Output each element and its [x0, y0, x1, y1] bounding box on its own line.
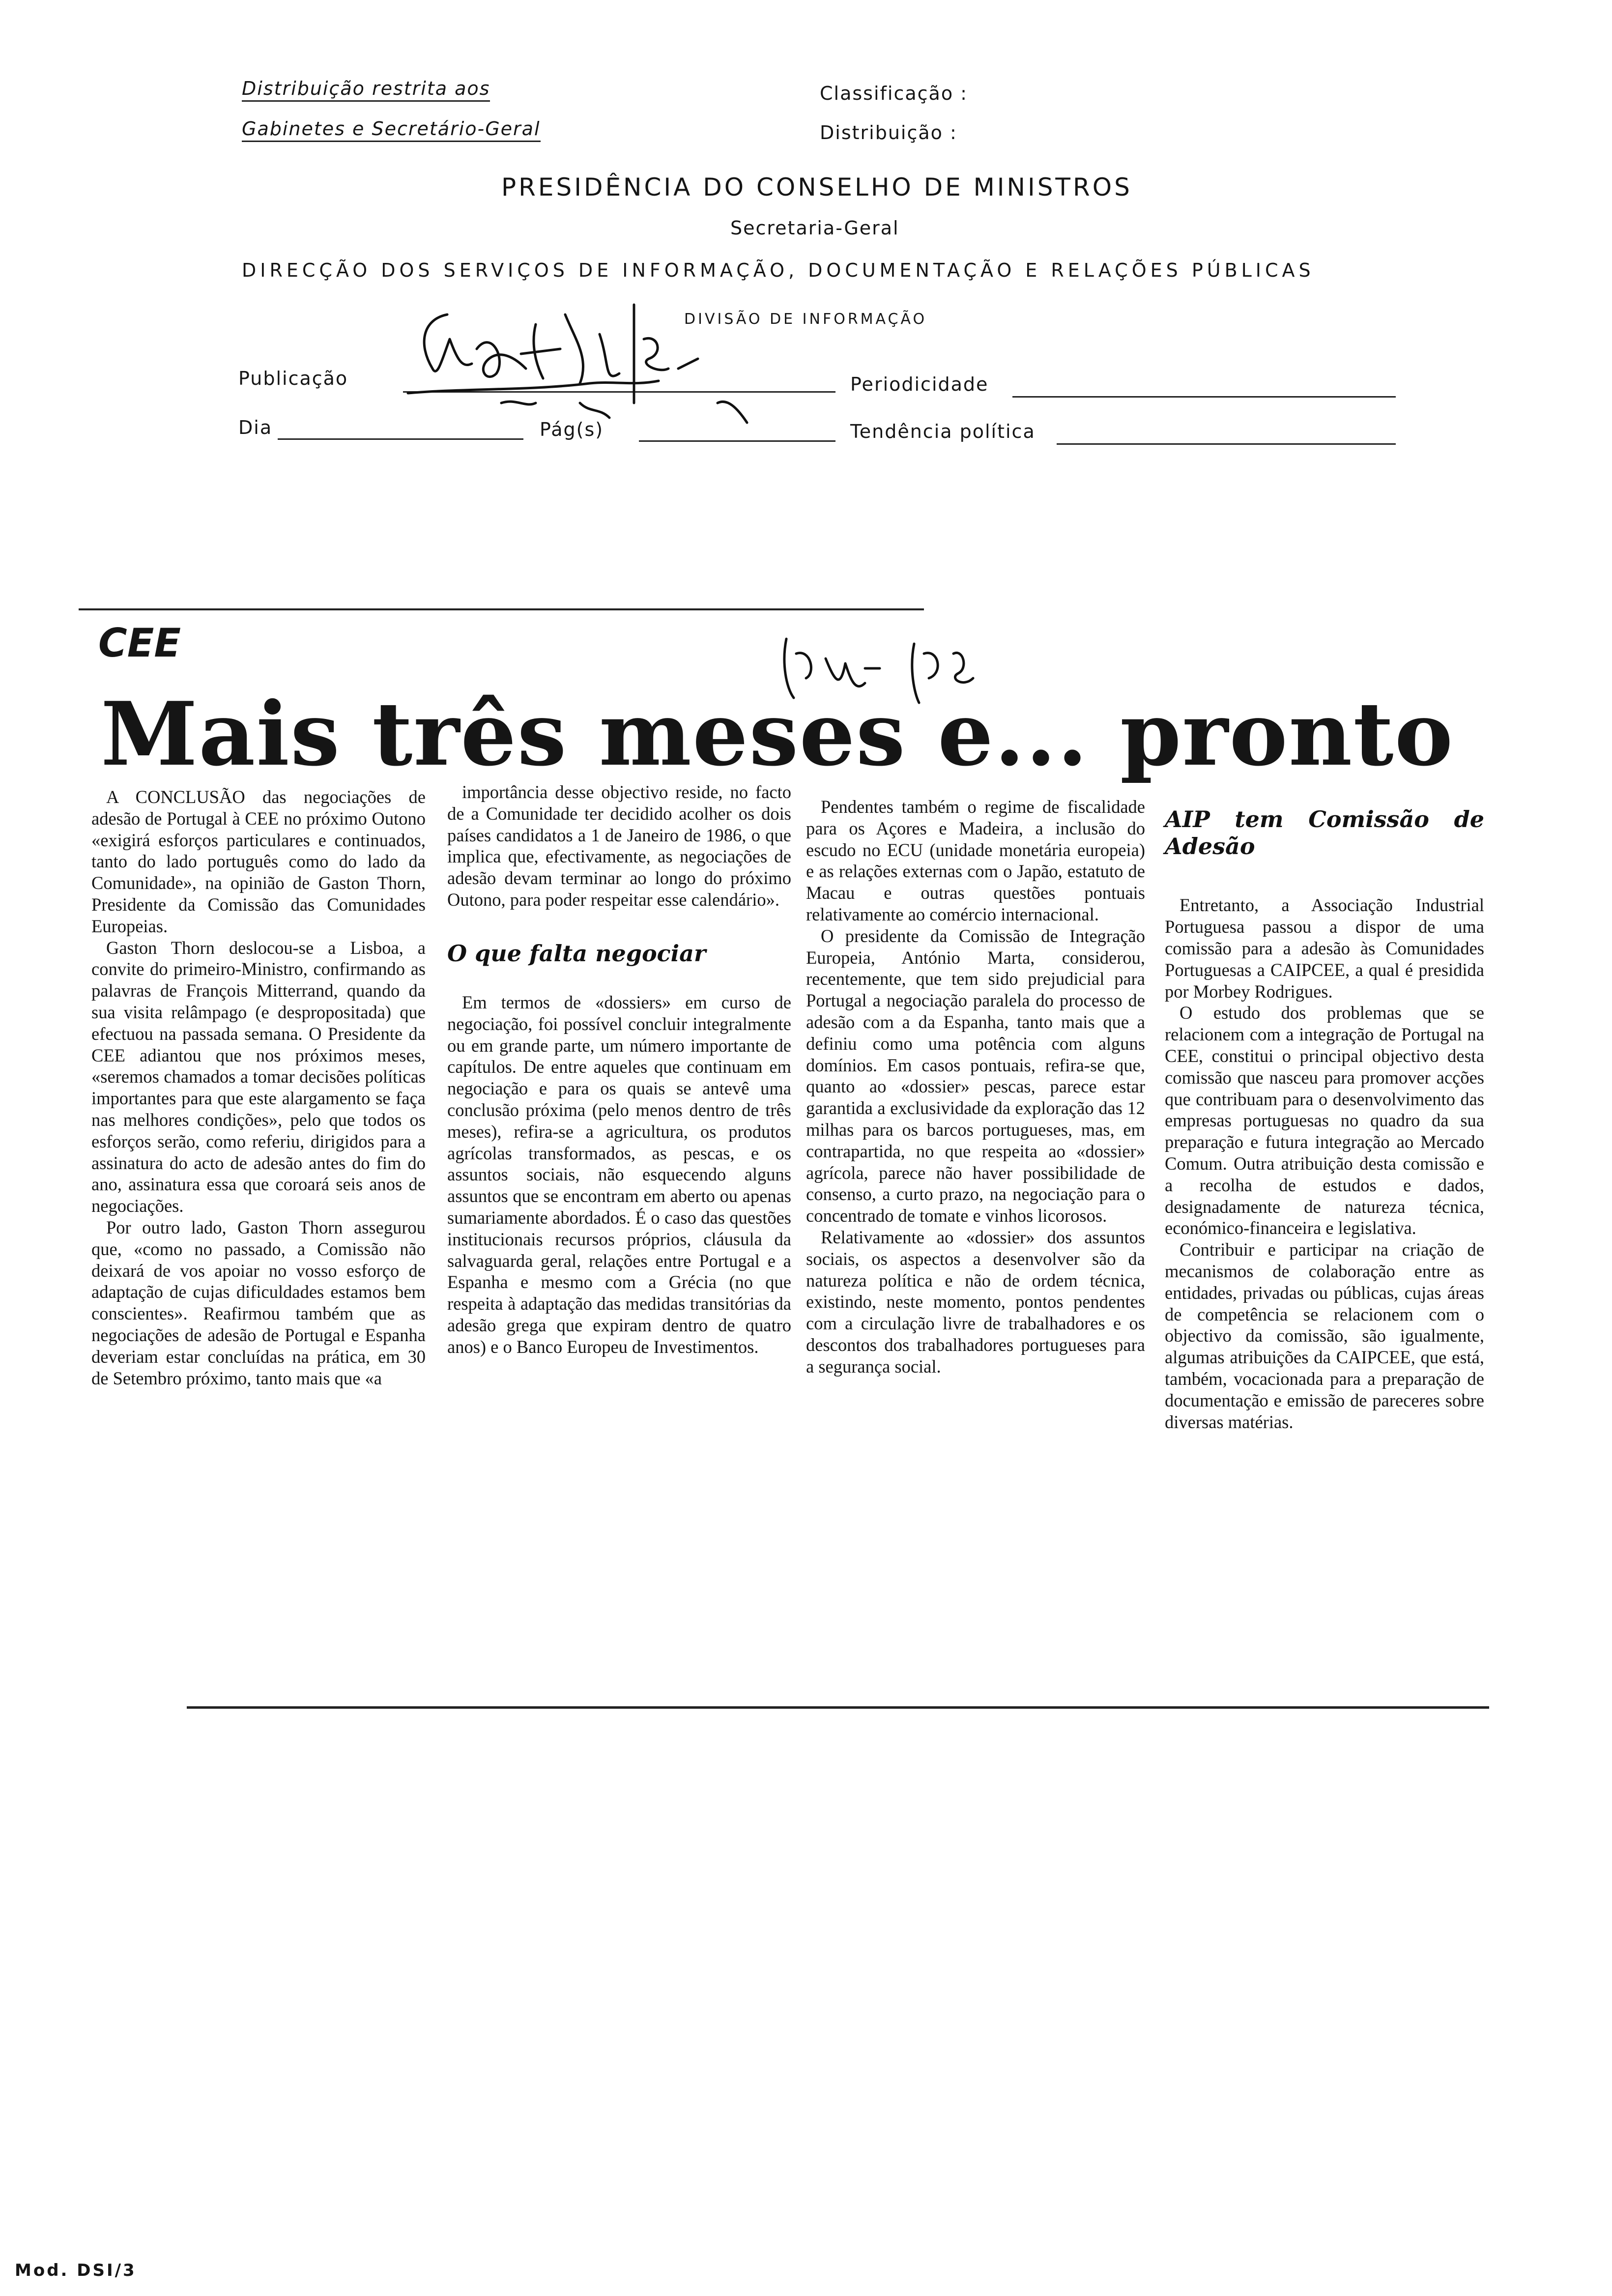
article-headline: Mais três meses e... pronto	[101, 683, 1454, 785]
handwritten-note	[767, 624, 1003, 718]
article-kicker: CEE	[98, 620, 181, 666]
article-top-rule	[79, 608, 924, 610]
periodicidade-label: Periodicidade	[850, 373, 989, 395]
secretaria-geral: Secretaria-Geral	[730, 217, 899, 239]
article-column-4	[1165, 791, 1484, 1433]
paragraph: Por outro lado, Gaston Thorn assegurou que, «como no passado, a Comissão não deixará de vos apoiar no vosso esforço de adaptação de cujas dificuldades estamos bem conscientes». Reafirmou também que as negociações de adesão de Portugal e Espanha deveriam estar concluídas na prática, em 30 de Setembro próximo, tanto mais que «a	[91, 1217, 426, 1388]
paragraph: Contribuir e participar na criação de mecanismos de colaboração entre as entidades, privadas ou públicas, cujas áreas de competência se relacionem com o objectivo da comissão, são igualmente, algumas atribuições da CAIPCEE, que está, também, vocacionada para a preparação de documentação e emissão de pareceres sobre diversas matérias.	[1165, 1239, 1484, 1432]
paragraph: Gaston Thorn deslocou-se a Lisboa, a convite do primeiro-Ministro, confirmando as palavras de François Mitterrand, quando da sua visita relâmpago (e despropositada) que efectuou na passada semana. O Presidente da CEE adiantou que nos próximos meses, «seremos chamados a tomar decisões políticas importantes para que este alargamento se faça nas melhores condições», pelo que todos os esforços serão, como referiu, dirigidos para a assinatura do acto de adesão antes do fim do ano, assinatura essa que coroará seis anos de negociações.	[91, 937, 426, 1216]
distribution-note-line1: Distribuição restrita aos	[242, 78, 490, 102]
periodicidade-line	[1012, 396, 1396, 398]
divisao-informacao: DIVISÃO DE INFORMAÇÃO	[684, 311, 927, 328]
form-code: Mod. DSI/3	[15, 2261, 137, 2280]
article-column-1	[91, 786, 426, 1389]
publicacao-label: Publicação	[238, 368, 348, 389]
handwritten-signature	[403, 285, 777, 442]
paragraph: Pendentes também o regime de fiscalidade para os Açores e Madeira, a inclusão do escudo no ECU (unidade monetária europeia) e as relações externas com o Japão, estatuto de Macau e outras questões pontuais relativamente ao comércio internacional.	[806, 797, 1145, 924]
paragraph: A CONCLUSÃO das negociações de adesão de Portugal à CEE no próximo Outono «exigirá esforços particulares e continuados, tanto do lado português como do lado da Comunidade», na opinião de Gaston Thorn, Presidente da Comissão das Comunidades Europeias.	[91, 787, 426, 936]
paragraph: Entretanto, a Associação Industrial Portuguesa passou a dispor de uma comissão para a adesão às Comunidades Portuguesas a CAIPCEE, a qual é presidida por Morbey Rodrigues.	[1165, 895, 1484, 1002]
subhead-o-que-falta: O que falta negociar	[447, 940, 706, 967]
distribuicao-label: Distribuição :	[820, 122, 957, 144]
distribution-note-line2: Gabinetes e Secretário-Geral	[242, 118, 541, 142]
paragraph: importância desse objectivo reside, no facto de a Comunidade ter decidido acolher os dois países candidatos a 1 de Janeiro de 1986, o que implica que, efectivamente, as negociações de adesão devam terminar ao longo do próximo Outono, para poder respeitar esse calendário».	[447, 782, 791, 910]
article-column-2	[447, 781, 791, 1358]
dia-label: Dia	[238, 417, 273, 438]
paragraph: O presidente da Comissão de Integração Europeia, António Marta, considerou, recentemente, que tem sido prejudicial para Portugal a negociação paralela do processo de adesão com a da Espanha, tanto mais que a definiu como uma potência com alguns domínios. Em casos pontuais, refira-se que, quanto ao «dossier» pescas, parece estar garantida a exclusividade da exploração das 12 milhas para os barcos portugueses, mas, em contrapartida, no que respeita ao «dossier» agrícola, parece não haver possibilidade de consenso, a curto prazo, na negociação para o concentrado de tomate e vinhos licorosos.	[806, 925, 1145, 1226]
tendencia-label: Tendência política	[850, 421, 1036, 442]
article-column-3	[806, 796, 1145, 1378]
tendencia-line	[1057, 443, 1396, 445]
paragraph: Relativamente ao «dossier» dos assuntos sociais, os aspectos a desenvolver são da natureza política e não de ordem técnica, existindo, neste momento, pontos pendentes com a circulação livre de trabalhadores e os descontos dos trabalhadores portugueses para a segurança social.	[806, 1227, 1145, 1377]
paragraph: O estudo dos problemas que se relacionem com a integração de Portugal na CEE, constitui o principal objectivo desta comissão que nasceu para promover acções que contribuam para o desenvolvimento das empresas portuguesas no quadro da sua preparação e futura integração ao Mercado Comum. Outra atribuição desta comissão e a recolha de estudos e dados, designadamente de natureza técnica, económico-financeira e legislativa.	[1165, 1003, 1484, 1238]
direccao-servicos: DIRECÇÃO DOS SERVIÇOS DE INFORMAÇÃO, DOCUMENTAÇÃO E RELAÇÕES PÚBLICAS	[242, 259, 1315, 281]
pags-label: Pág(s)	[540, 419, 604, 440]
paragraph: Em termos de «dossiers» em curso de negociação, foi possível concluir integralmente ou em grande parte, um número importante de capítulos. De entre aqueles que continuam em negociação e para os quais se antevê uma conclusão próxima (pelo menos dentro de três meses), refira-se a agricultura, os produtos agrícolas transformados, as pescas, e os assuntos sociais, não esquecendo alguns assuntos que se encontram em aberto ou apenas sumariamente abordados. É o caso das questões institucionais recursos próprios, cláusula da salvaguarda geral, relações entre Portugal e a Espanha e mesmo com a Grécia (no que respeita à adaptação das medidas transitórias da adesão grega que expiram dentro de quatro anos) e o Banco Europeu de Investimentos.	[447, 992, 791, 1357]
article-bottom-rule	[187, 1706, 1489, 1709]
subhead-aip: AIP tem Comissão de Adesão	[1165, 806, 1484, 860]
institution-title: PRESIDÊNCIA DO CONSELHO DE MINISTROS	[501, 173, 1132, 201]
classificacao-label: Classificação :	[820, 83, 968, 104]
